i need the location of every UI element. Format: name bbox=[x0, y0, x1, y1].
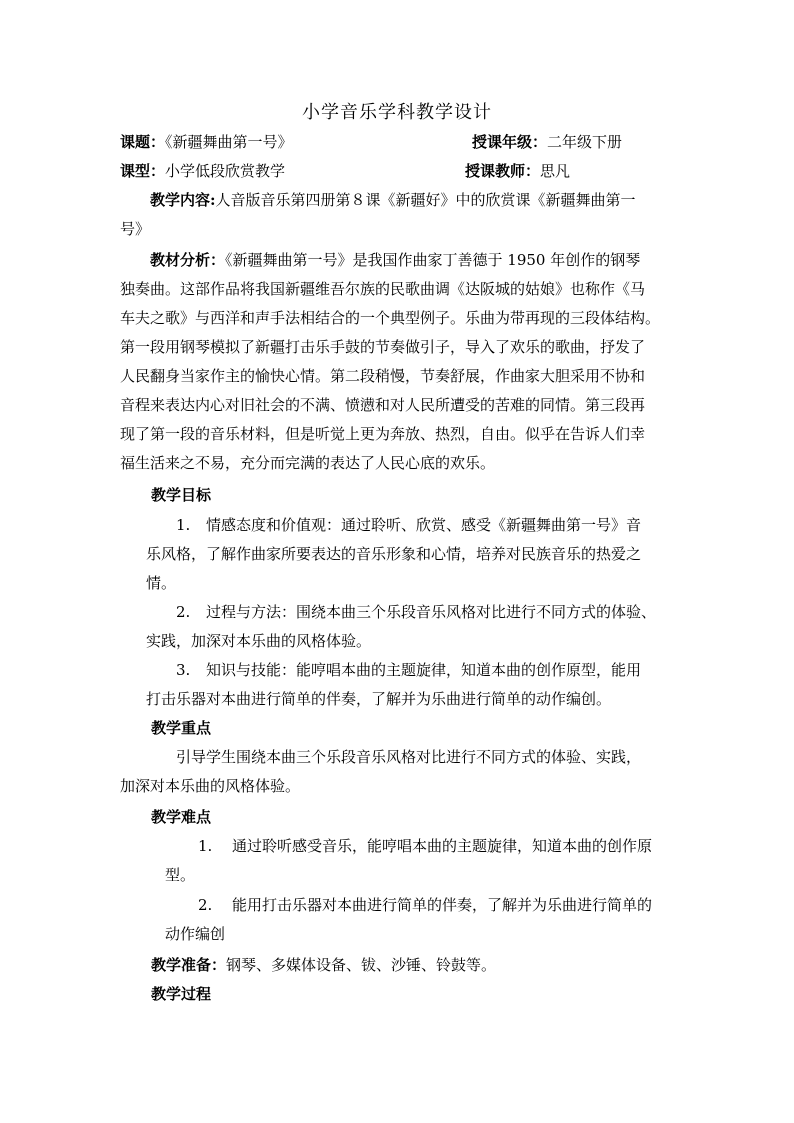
topic-row bbox=[120, 128, 293, 157]
key-points-line-2: 加深对本乐曲的风格体验。 bbox=[120, 777, 301, 795]
analysis-line-7: 现了第一段的音乐材料，但是听觉上更为奔放、热烈，自由。似乎在告诉人们幸 bbox=[120, 425, 646, 443]
topic-label: 课题： bbox=[120, 133, 166, 151]
preparation-row bbox=[151, 951, 496, 980]
objective-item-2 bbox=[146, 598, 686, 656]
type-row bbox=[120, 157, 285, 186]
analysis-paragraph bbox=[120, 246, 676, 478]
objective-2-number: 2. bbox=[176, 603, 191, 621]
analysis-label: 教材分析： bbox=[150, 251, 226, 269]
process-heading: 教学过程 bbox=[151, 985, 212, 1003]
difficulty-2-line-1: 能用打击乐器对本曲进行简单的伴奏，了解并为乐曲进行简单的 bbox=[232, 896, 653, 914]
difficulty-1-number: 1. bbox=[198, 837, 213, 855]
topic-value: 《新疆舞曲第一号》 bbox=[165, 133, 293, 151]
key-points-heading: 教学重点 bbox=[151, 719, 212, 737]
analysis-line-4: 第一段用钢琴模拟了新疆打击乐手鼓的节奏做引子，导入了欢乐的歌曲，抒发了 bbox=[120, 338, 646, 356]
analysis-line-5: 人民翻身当家作主的愉快心情。第二段稍慢，节奏舒展，作曲家大胆采用不协和 bbox=[120, 367, 646, 385]
content-paragraph bbox=[120, 186, 676, 244]
analysis-line-6: 音程来表达内心对旧社会的不满、愤懑和对人民所遭受的苦难的同情。第三段再 bbox=[120, 396, 646, 414]
page-title: 小学音乐学科教学设计 bbox=[302, 102, 492, 123]
content-line-1: 人音版音乐第四册第８课《新疆好》中的欣赏课《新疆舞曲第一 bbox=[215, 191, 636, 209]
type-label: 课型： bbox=[120, 162, 166, 180]
difficulties-heading: 教学难点 bbox=[151, 808, 212, 826]
content-line-2: 号》 bbox=[120, 220, 151, 238]
objective-item-3 bbox=[146, 656, 686, 714]
objective-2-line-1: 过程与方法：围绕本曲三个乐段音乐风格对比进行不同方式的体验、 bbox=[206, 603, 657, 621]
difficulty-1-line-1: 通过聆听感受音乐，能哼唱本曲的主题旋律，知道本曲的创作原 bbox=[232, 837, 653, 855]
difficulty-item-2 bbox=[165, 891, 705, 949]
objective-3-line-1: 知识与技能：能哼唱本曲的主题旋律，知道本曲的创作原型，能用 bbox=[206, 661, 642, 679]
key-points-paragraph bbox=[120, 743, 676, 801]
teacher-row bbox=[465, 157, 570, 186]
objective-3-number: 3. bbox=[176, 661, 191, 679]
preparation-label: 教学准备： bbox=[151, 956, 227, 974]
preparation-value: 钢琴、多媒体设备、钹、沙锤、铃鼓等。 bbox=[226, 956, 497, 974]
teacher-value: 思凡 bbox=[540, 162, 571, 180]
type-value: 小学低段欣赏教学 bbox=[165, 162, 286, 180]
objective-item-1 bbox=[146, 511, 686, 598]
key-points-line-1: 引导学生围绕本曲三个乐段音乐风格对比进行不同方式的体验、实践， bbox=[176, 748, 642, 766]
difficulty-2-line-2: 动作编创 bbox=[165, 925, 226, 943]
difficulty-item-1 bbox=[165, 832, 705, 890]
objective-1-line-1: 情感态度和价值观：通过聆听、欣赏、感受《新疆舞曲第一号》音 bbox=[206, 516, 642, 534]
difficulty-1-line-2: 型。 bbox=[165, 866, 196, 884]
analysis-line-8: 福生活来之不易，充分而完满的表达了人民心底的欢乐。 bbox=[120, 454, 496, 472]
grade-row bbox=[472, 128, 622, 157]
difficulty-2-number: 2. bbox=[198, 896, 213, 914]
grade-value: 二年级下册 bbox=[547, 133, 623, 151]
objective-1-line-2: 乐风格，了解作曲家所要表达的音乐形象和心情，培养对民族音乐的热爱之 bbox=[146, 545, 642, 563]
objective-1-number: 1. bbox=[176, 516, 191, 534]
analysis-line-2: 独奏曲。这部作品将我国新疆维吾尔族的民歌曲调《达阪城的姑娘》也称作《马 bbox=[120, 280, 646, 298]
objective-2-line-2: 实践，加深对本乐曲的风格体验。 bbox=[146, 632, 372, 650]
teacher-label: 授课教师： bbox=[465, 162, 541, 180]
objective-1-line-3: 情。 bbox=[146, 574, 177, 592]
grade-label: 授课年级： bbox=[472, 133, 548, 151]
content-label: 教学内容: bbox=[150, 191, 216, 209]
analysis-line-1: 《新疆舞曲第一号》是我国作曲家丁善德于 1950 年创作的钢琴 bbox=[225, 251, 641, 269]
analysis-line-3: 车夫之歌》与西洋和声手法相结合的一个典型例子。乐曲为带再现的三段体结构。 bbox=[120, 309, 661, 327]
objective-3-line-2: 打击乐器对本曲进行简单的伴奏，了解并为乐曲进行简单的动作编创。 bbox=[146, 690, 612, 708]
objectives-heading: 教学目标 bbox=[151, 486, 212, 504]
